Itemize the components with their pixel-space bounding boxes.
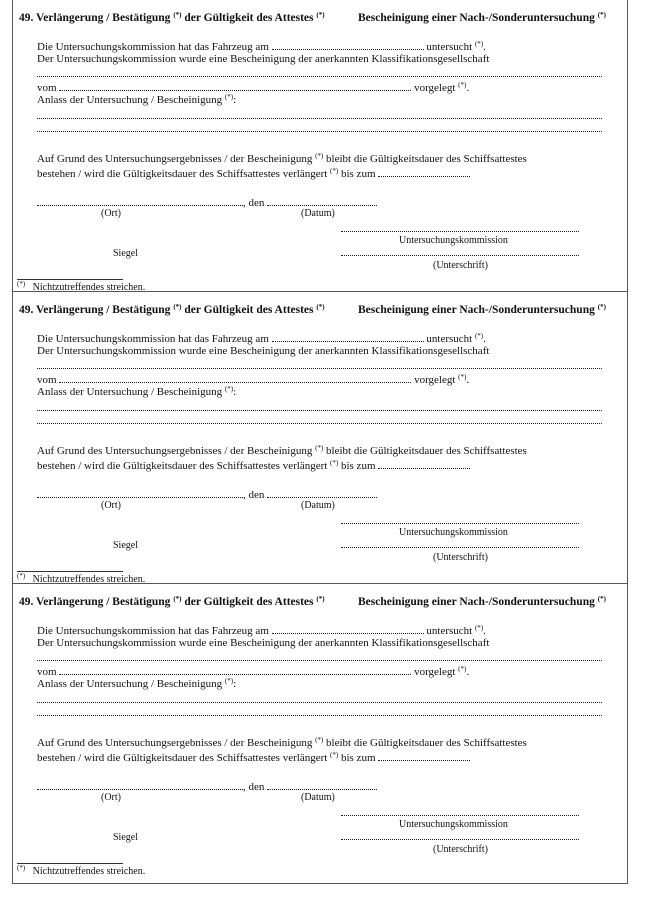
text: (*): [17, 280, 26, 288]
text: (*): [224, 677, 234, 685]
text: 49.: [19, 304, 34, 316]
form-frame: [12, 0, 628, 884]
seal-label: Siegel: [113, 248, 138, 259]
text: (*): [17, 864, 26, 872]
place-field[interactable]: [37, 780, 243, 790]
text: , den: [243, 489, 265, 501]
text: der Gültigkeit des Attestes: [184, 12, 314, 24]
text: vom: [37, 374, 57, 386]
text: (*): [224, 93, 234, 101]
text: , den: [243, 781, 265, 793]
text: Verlängerung / Bestätigung: [36, 12, 171, 24]
seal-label: Siegel: [113, 540, 138, 551]
text: vom: [37, 666, 57, 678]
seal-label: Siegel: [113, 832, 138, 843]
text: (*): [173, 11, 182, 19]
footnote-rule: [17, 571, 123, 572]
signature-field[interactable]: [341, 246, 579, 256]
reason-field-2[interactable]: [37, 122, 602, 132]
date-label: (Datum): [301, 208, 335, 219]
text: (*): [316, 303, 325, 311]
text: (*): [474, 40, 484, 48]
presented-line: vom vorgelegt (*).: [37, 373, 470, 386]
text: Bescheinigung einer Nach-/Sonderuntersuchung: [358, 12, 595, 24]
certificate-block: [13, 584, 627, 876]
text: Die Untersuchungskommission hat das Fahrzeug am: [37, 333, 269, 345]
certificate-block: [13, 292, 627, 584]
text: bleibt die Gültigkeitsdauer des Schiffsattestes: [326, 737, 527, 749]
presented-line: vom vorgelegt (*).: [37, 665, 470, 678]
text: Verlängerung / Bestätigung: [36, 596, 171, 608]
text: bleibt die Gültigkeitsdauer des Schiffsattestes: [326, 445, 527, 457]
text: (*): [316, 11, 325, 19]
footnote: [17, 866, 145, 878]
date-field[interactable]: [267, 488, 377, 498]
signature-label: (Unterschrift): [433, 260, 488, 271]
text: vorgelegt: [414, 374, 456, 386]
text: Verlängerung / Bestätigung: [36, 304, 171, 316]
validity-text-1: [37, 737, 527, 749]
presented-line: vom vorgelegt (*).: [37, 81, 470, 94]
text: Nichtzutreffendes streichen.: [32, 574, 146, 585]
place-field[interactable]: [37, 196, 243, 206]
validity-text-1: [37, 153, 527, 165]
date-field[interactable]: [267, 196, 377, 206]
reason-field-1[interactable]: [37, 109, 602, 119]
text: der Gültigkeit des Attestes: [184, 304, 314, 316]
block-title: [19, 12, 325, 24]
place-field[interactable]: [37, 488, 243, 498]
text: (*): [173, 303, 182, 311]
text: (*): [458, 373, 467, 381]
reason-label: Anlass der Untersuchung / Bescheinigung (*):: [37, 677, 237, 690]
reason-label: Anlass der Untersuchung / Bescheinigung (*):: [37, 385, 237, 398]
commission-field[interactable]: [341, 222, 579, 232]
text: (*): [597, 595, 606, 603]
commission-label: Untersuchungskommission: [399, 527, 508, 538]
block-title-alt: [358, 304, 606, 316]
text: (*): [315, 152, 324, 160]
text: 49.: [19, 596, 34, 608]
inspection-date-field[interactable]: [272, 624, 424, 634]
text: 49.: [19, 12, 34, 24]
valid-until-field[interactable]: [378, 167, 470, 177]
date-label: (Datum): [301, 500, 335, 511]
date-label: (Datum): [301, 792, 335, 803]
text: (*): [315, 736, 324, 744]
text: Nichtzutreffendes streichen.: [32, 282, 146, 293]
signature-label: (Unterschrift): [433, 552, 488, 563]
certificate-text: Der Untersuchungskommission wurde eine Bescheinigung der anerkannten Klassifikationsgesellschaft: [37, 345, 490, 357]
reason-field-1[interactable]: [37, 401, 602, 411]
inspection-date-field[interactable]: [272, 40, 424, 50]
text: Bescheinigung einer Nach-/Sonderuntersuchung: [358, 304, 595, 316]
text: , den: [243, 197, 265, 209]
text: Die Untersuchungskommission hat das Fahrzeug am: [37, 41, 269, 53]
text: Nichtzutreffendes streichen.: [32, 866, 146, 877]
text: (*): [474, 624, 484, 632]
block-title-alt: [358, 12, 606, 24]
text: Auf Grund des Untersuchungsergebnisses / der Bescheinigung: [37, 153, 313, 165]
block-title-alt: [358, 596, 606, 608]
certificate-block: [13, 0, 627, 292]
place-label: (Ort): [101, 500, 121, 511]
inspection-date-line: Die Untersuchungskommission hat das Fahrzeug am untersucht (*).: [37, 332, 486, 345]
text: Bescheinigung einer Nach-/Sonderuntersuchung: [358, 596, 595, 608]
date-field[interactable]: [267, 780, 377, 790]
text: bestehen / wird die Gültigkeitsdauer des Schiffsattestes verlängert: [37, 168, 328, 180]
text: (*): [17, 572, 26, 580]
reason-label: Anlass der Untersuchung / Bescheinigung (*):: [37, 93, 237, 106]
validity-text-2: [37, 167, 470, 180]
text: untersucht: [426, 41, 473, 53]
text: Anlass der Untersuchung / Bescheinigung: [37, 94, 223, 106]
text: vorgelegt: [414, 82, 456, 94]
inspection-date-line: Die Untersuchungskommission hat das Fahrzeug am untersucht (*).: [37, 624, 486, 637]
text: Auf Grund des Untersuchungsergebnisses / der Bescheinigung: [37, 445, 313, 457]
validity-text-1: [37, 445, 527, 457]
text: (*): [224, 385, 234, 393]
valid-until-field[interactable]: [378, 459, 470, 469]
text: der Gültigkeit des Attestes: [184, 596, 314, 608]
text: (*): [315, 444, 324, 452]
text: (*): [173, 595, 182, 603]
certificate-text: Der Untersuchungskommission wurde eine Bescheinigung der anerkannten Klassifikationsgesellschaft: [37, 53, 490, 65]
commission-label: Untersuchungskommission: [399, 235, 508, 246]
text: (*): [597, 11, 606, 19]
classification-society-field[interactable]: [37, 67, 602, 77]
commission-field[interactable]: [341, 806, 579, 816]
block-title: [19, 304, 325, 316]
reason-field-1[interactable]: [37, 693, 602, 703]
text: bis zum: [340, 460, 376, 472]
text: bis zum: [340, 168, 376, 180]
classification-society-field[interactable]: [37, 651, 602, 661]
place-label: (Ort): [101, 792, 121, 803]
text: (*): [458, 665, 467, 673]
presented-date-field[interactable]: [59, 665, 411, 675]
footnote-rule: [17, 863, 123, 864]
text: (*): [597, 303, 606, 311]
text: (*): [330, 459, 339, 467]
validity-text-2: [37, 751, 470, 764]
signature-field[interactable]: [341, 538, 579, 548]
commission-field[interactable]: [341, 514, 579, 524]
validity-text-2: [37, 459, 470, 472]
text: bestehen / wird die Gültigkeitsdauer des Schiffsattestes verlängert: [37, 752, 328, 764]
reason-field-2[interactable]: [37, 414, 602, 424]
presented-date-field[interactable]: [59, 81, 411, 91]
footnote-rule: [17, 279, 123, 280]
text: Anlass der Untersuchung / Bescheinigung: [37, 678, 223, 690]
text: vom: [37, 82, 57, 94]
text: (*): [330, 167, 339, 175]
text: bestehen / wird die Gültigkeitsdauer des Schiffsattestes verlängert: [37, 460, 328, 472]
signature-label: (Unterschrift): [433, 844, 488, 855]
text: Anlass der Untersuchung / Bescheinigung: [37, 386, 223, 398]
text: (*): [458, 81, 467, 89]
classification-society-field[interactable]: [37, 359, 602, 369]
inspection-date-line: Die Untersuchungskommission hat das Fahrzeug am untersucht (*).: [37, 40, 486, 53]
certificate-text: Der Untersuchungskommission wurde eine Bescheinigung der anerkannten Klassifikationsgesellschaft: [37, 637, 490, 649]
block-title: [19, 596, 325, 608]
place-label: (Ort): [101, 208, 121, 219]
text: (*): [474, 332, 484, 340]
text: Auf Grund des Untersuchungsergebnisses / der Bescheinigung: [37, 737, 313, 749]
text: (*): [330, 751, 339, 759]
reason-field-2[interactable]: [37, 706, 602, 716]
commission-label: Untersuchungskommission: [399, 819, 508, 830]
text: untersucht: [426, 333, 473, 345]
text: bis zum: [340, 752, 376, 764]
inspection-date-field[interactable]: [272, 332, 424, 342]
text: bleibt die Gültigkeitsdauer des Schiffsattestes: [326, 153, 527, 165]
text: Die Untersuchungskommission hat das Fahrzeug am: [37, 625, 269, 637]
text: vorgelegt: [414, 666, 456, 678]
presented-date-field[interactable]: [59, 373, 411, 383]
valid-until-field[interactable]: [378, 751, 470, 761]
text: untersucht: [426, 625, 473, 637]
signature-field[interactable]: [341, 830, 579, 840]
text: (*): [316, 595, 325, 603]
